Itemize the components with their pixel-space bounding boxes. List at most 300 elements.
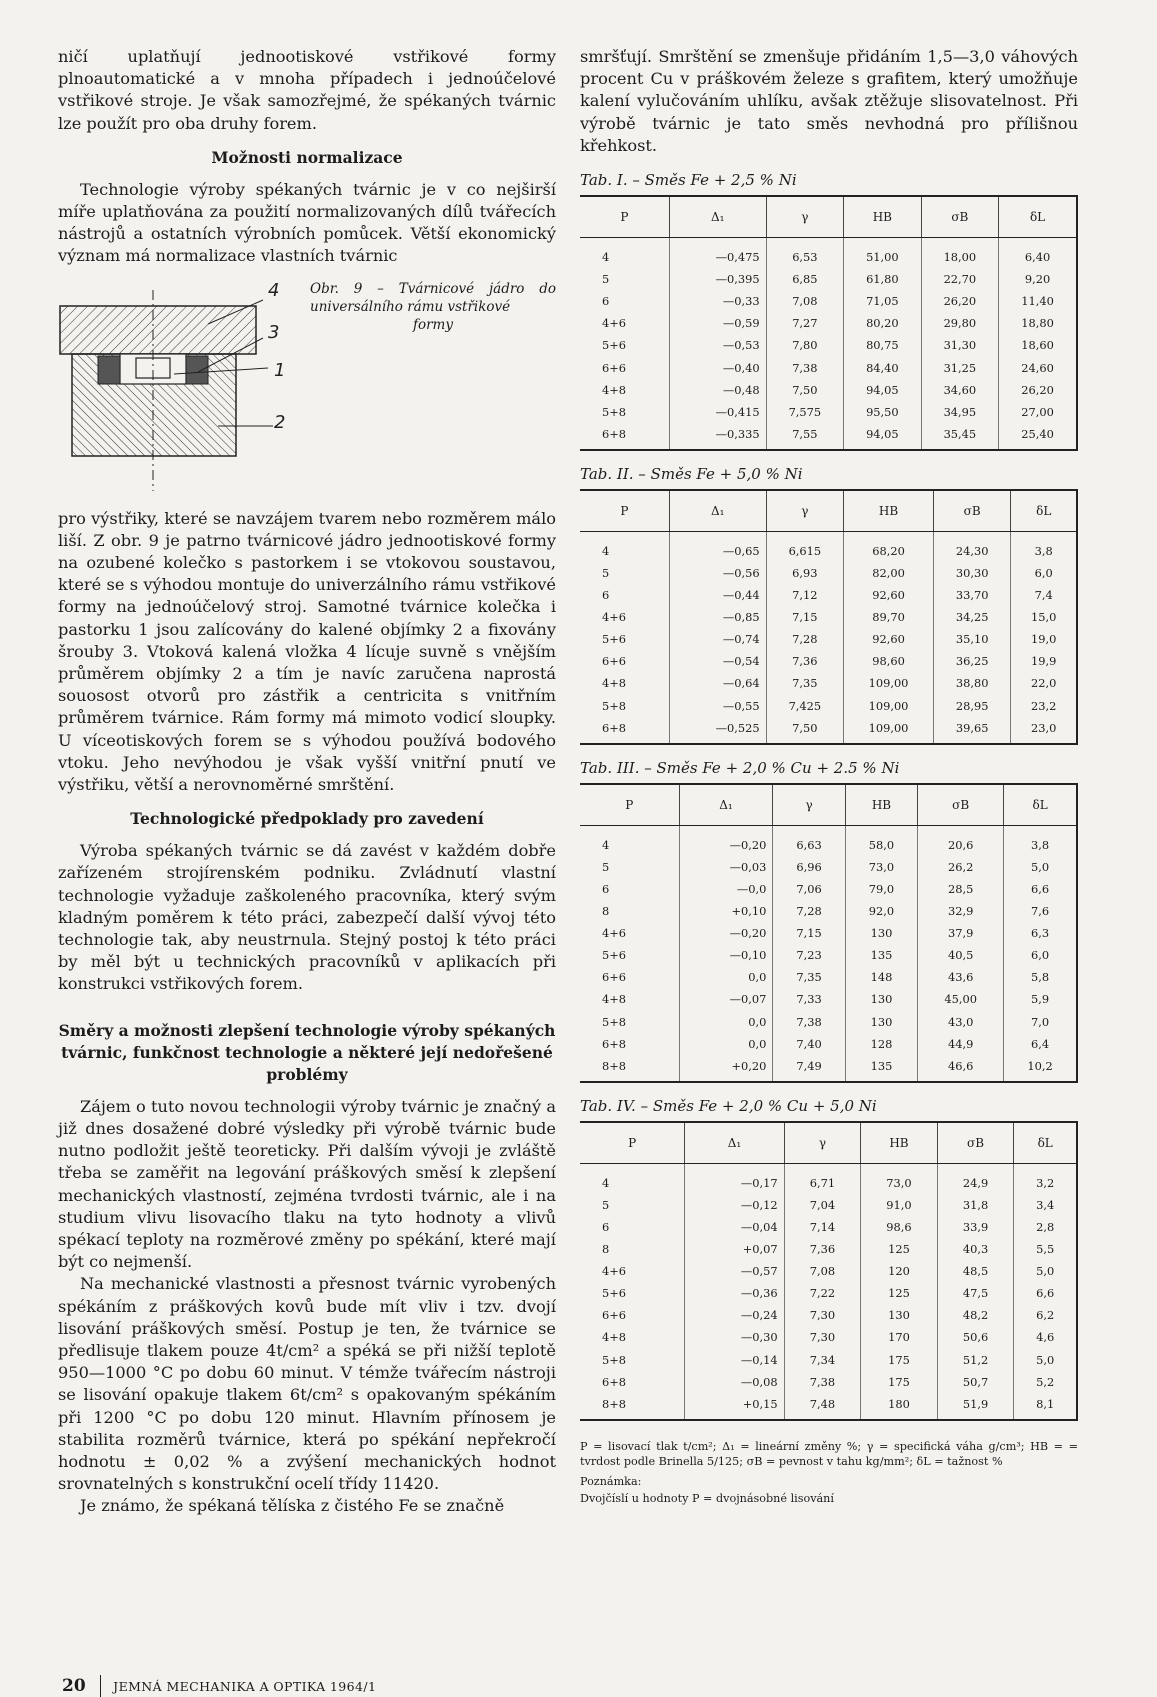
table-cell: 26,2 xyxy=(918,856,1004,878)
figure-caption-last: formy xyxy=(412,316,453,333)
table-cell: 48,2 xyxy=(937,1304,1014,1326)
table-row xyxy=(580,922,1077,944)
table-cell: 18,60 xyxy=(999,334,1077,356)
table-cell: 44,9 xyxy=(918,1033,1004,1055)
table-cell: 8 xyxy=(602,904,610,919)
table-row xyxy=(580,1238,1077,1260)
table-cell: 7,55 xyxy=(766,423,844,450)
table-cell: —0,335 xyxy=(669,423,766,450)
table-cell: 5,9 xyxy=(1004,988,1077,1010)
table-cell: 7,35 xyxy=(766,672,843,694)
table-cell: 24,9 xyxy=(937,1163,1014,1194)
table-cell: 7,35 xyxy=(773,966,845,988)
table-header-cell: δL xyxy=(1004,784,1077,826)
table-cell: +0,15 xyxy=(685,1393,784,1420)
table-cell: 94,05 xyxy=(844,379,922,401)
table-cell: —0,44 xyxy=(669,584,766,606)
table-cell: —0,475 xyxy=(669,238,766,269)
table-cell: 31,8 xyxy=(937,1194,1014,1216)
table-cell: 128 xyxy=(845,1033,917,1055)
table-cell: 7,38 xyxy=(766,356,844,378)
table-cell: 4 xyxy=(602,1175,610,1190)
table-cell: —0,12 xyxy=(685,1194,784,1216)
table-header-cell: σB xyxy=(921,196,999,238)
right-column xyxy=(580,46,1078,1505)
table-cell: 6+6 xyxy=(602,360,627,375)
table-cell: 23,0 xyxy=(1011,717,1077,744)
table-cell: 31,25 xyxy=(921,356,999,378)
table-header-cell: HB xyxy=(861,1122,938,1164)
table-row xyxy=(580,1348,1077,1370)
table-row xyxy=(580,356,1077,378)
table-cell: 6,2 xyxy=(1014,1304,1077,1326)
table-cell: 4+6 xyxy=(602,316,627,331)
table-cell: 22,70 xyxy=(921,268,999,290)
table-cell: 6+8 xyxy=(602,1374,627,1389)
table-cell: —0,24 xyxy=(685,1304,784,1326)
table-cell: 0,0 xyxy=(679,1010,773,1032)
figure-label: 1 xyxy=(274,359,286,381)
table-row xyxy=(580,672,1077,694)
table-row xyxy=(580,290,1077,312)
table-cell: —0,85 xyxy=(669,606,766,628)
table-cell: 4+8 xyxy=(602,382,627,397)
tables-container xyxy=(580,171,1078,1421)
table-cell: 7,28 xyxy=(773,900,845,922)
figure-caption-main: Obr. 9 – Tvárnicové jádro do universálního rámu vstřikové xyxy=(310,280,556,315)
table-cell: 7,4 xyxy=(1011,584,1077,606)
table-header-cell: P xyxy=(580,196,669,238)
table-cell: —0,56 xyxy=(669,562,766,584)
table-cell: 6,71 xyxy=(784,1163,861,1194)
table-cell: 6+6 xyxy=(602,654,627,669)
table-header-cell: HB xyxy=(845,784,917,826)
table-cell: 148 xyxy=(845,966,917,988)
table-cell: 40,3 xyxy=(937,1238,1014,1260)
paragraph: Na mechanické vlastnosti a přesnost tvárnic vyrobených spékáním z práškových kovů bude mít vliv i tzv. dvojí lisování práškových směsí. Postup je ten, že tvárnice se předlisuje tlakem pouze 4t/cm² a spéká se při nižší teplotě 950—1000 °C po dobu 60 minut. V témže tvářecím nástroji se lisování opakuje tlakem 6t/cm² s opakovaným spékáním při 1200 °C po dobu 120 minut. Hlavním přínosem je stabilita rozměrů tvárnice, která po spékání nepřekročí hodnotu ± 0,02 % a zvýšení mechanických hodnot srovnatelných s konstrukční ocelí třídy 11420. xyxy=(58,1274,556,1494)
table-cell: +0,07 xyxy=(685,1238,784,1260)
page-number: 20 xyxy=(62,1676,86,1696)
table-header-cell: σB xyxy=(933,490,1010,532)
table-cell: 109,00 xyxy=(844,672,934,694)
table-cell: 30,30 xyxy=(933,562,1010,584)
table-row xyxy=(580,966,1077,988)
table-legend: P = lisovací tlak t/cm²; Δ₁ = lineární změny %; γ = specifická váha g/cm³; HB = = tvrdost podle Brinella 5/125; σB = pevnost v tahu kg/mm²; δL = tažnost % xyxy=(580,1439,1078,1468)
table-cell: 7,49 xyxy=(773,1055,845,1082)
table-cell: —0,48 xyxy=(669,379,766,401)
table-cell: 0,0 xyxy=(679,1033,773,1055)
table-cell: 3,8 xyxy=(1011,531,1077,562)
table-header-cell: Δ₁ xyxy=(669,490,766,532)
table-cell: 7,36 xyxy=(766,650,843,672)
table-cell: 18,80 xyxy=(999,312,1077,334)
table-row xyxy=(580,1216,1077,1238)
table-cell: 35,45 xyxy=(921,423,999,450)
table-cell: 6 xyxy=(602,1219,610,1234)
table-cell: 25,40 xyxy=(999,423,1077,450)
table-cell: —0,03 xyxy=(679,856,773,878)
table-cell: —0,74 xyxy=(669,628,766,650)
table-cell: 5,0 xyxy=(1004,856,1077,878)
table-cell: —0,20 xyxy=(679,825,773,856)
table-cell: —0,0 xyxy=(679,878,773,900)
table-cell: 7,30 xyxy=(784,1326,861,1348)
table-header-cell: δL xyxy=(1011,490,1077,532)
table-cell: 28,95 xyxy=(933,695,1010,717)
table-cell: 5 xyxy=(602,272,610,287)
table-header-cell: Δ₁ xyxy=(679,784,773,826)
table-cell: 8+8 xyxy=(580,1393,685,1420)
table-cell: —0,40 xyxy=(669,356,766,378)
table-cell: 7,40 xyxy=(773,1033,845,1055)
table-row xyxy=(580,944,1077,966)
table-row xyxy=(580,1304,1077,1326)
section-heading-normalizace: Možnosti normalizace xyxy=(211,147,403,167)
table-cell: —0,33 xyxy=(669,290,766,312)
table-cell: 36,25 xyxy=(933,650,1010,672)
table-cell: 98,60 xyxy=(844,650,934,672)
section-heading-predpoklady: Technologické předpoklady pro zavedení xyxy=(130,809,484,829)
table-cell: 92,60 xyxy=(844,628,934,650)
table-cell: 19,0 xyxy=(1011,628,1077,650)
table-cell: 5+6 xyxy=(602,338,627,353)
table-title: Tab. II. – Směs Fe + 5,0 % Ni xyxy=(580,464,803,483)
table-cell: 29,80 xyxy=(921,312,999,334)
table-cell: 7,23 xyxy=(773,944,845,966)
table-cell: 5,2 xyxy=(1014,1371,1077,1393)
table-row xyxy=(580,379,1077,401)
table-row xyxy=(580,878,1077,900)
table-cell: 130 xyxy=(845,988,917,1010)
table-cell: 5+6 xyxy=(602,632,627,647)
table-cell: 23,2 xyxy=(1011,695,1077,717)
table-cell: 4+8 xyxy=(602,992,627,1007)
table-cell: 6+8 xyxy=(580,423,669,450)
table-title: Tab. I. – Směs Fe + 2,5 % Ni xyxy=(580,171,797,190)
table-cell: 6,0 xyxy=(1011,562,1077,584)
table-cell: 79,0 xyxy=(845,878,917,900)
table-cell: 80,20 xyxy=(844,312,922,334)
table-cell: 8+8 xyxy=(580,1055,679,1082)
table-cell: 92,0 xyxy=(845,900,917,922)
table-cell: 6,63 xyxy=(773,825,845,856)
table-title: Tab. IV. – Směs Fe + 2,0 % Cu + 5,0 Ni xyxy=(580,1096,877,1115)
table-cell: 6+6 xyxy=(602,1308,627,1323)
table-row xyxy=(580,717,1077,744)
table-cell: 7,48 xyxy=(784,1393,861,1420)
table-cell: —0,57 xyxy=(685,1260,784,1282)
table-cell: 7,27 xyxy=(766,312,844,334)
table-row xyxy=(580,531,1077,562)
table-cell: —0,10 xyxy=(679,944,773,966)
table-cell: 5,0 xyxy=(1014,1260,1077,1282)
table-cell: 3,8 xyxy=(1004,825,1077,856)
data-table xyxy=(580,195,1078,451)
table-cell: 109,00 xyxy=(844,717,934,744)
table-cell: 7,15 xyxy=(766,606,843,628)
table-cell: 7,30 xyxy=(784,1304,861,1326)
table-header-cell: HB xyxy=(844,490,934,532)
table-cell: 7,15 xyxy=(773,922,845,944)
table-cell: 6+8 xyxy=(602,1036,627,1051)
table-cell: 7,6 xyxy=(1004,900,1077,922)
table-cell: 3,2 xyxy=(1014,1163,1077,1194)
table-cell: 4+8 xyxy=(602,676,627,691)
table-cell: 5,8 xyxy=(1004,966,1077,988)
table-row xyxy=(580,695,1077,717)
figure-label: 2 xyxy=(274,411,286,433)
table-cell: —0,59 xyxy=(669,312,766,334)
table-header-cell: Δ₁ xyxy=(669,196,766,238)
table-row xyxy=(580,268,1077,290)
figure-caption xyxy=(310,280,556,334)
table-cell: 7,34 xyxy=(784,1348,861,1370)
table-cell: 6 xyxy=(602,588,610,603)
table-cell: 89,70 xyxy=(844,606,934,628)
table-cell: +0,20 xyxy=(679,1055,773,1082)
table-cell: 135 xyxy=(845,944,917,966)
paragraph: Je známo, že spékaná tělíska z čistého Fe se značně xyxy=(80,1496,505,1516)
table-cell: 175 xyxy=(861,1348,938,1370)
note-text: Dvojčíslí u hodnoty P = dvojnásobné lisování xyxy=(580,1491,834,1505)
table-row xyxy=(580,1282,1077,1304)
table-cell: 84,40 xyxy=(844,356,922,378)
table-cell: 9,20 xyxy=(999,268,1077,290)
table-cell: 4,6 xyxy=(1014,1326,1077,1348)
table-title: Tab. III. – Směs Fe + 2,0 % Cu + 2.5 % Ni xyxy=(580,758,900,777)
table-cell: 8 xyxy=(602,1242,610,1257)
table-cell: 7,36 xyxy=(784,1238,861,1260)
table-header-cell: P xyxy=(580,490,669,532)
table-cell: 34,25 xyxy=(933,606,1010,628)
table-cell: 28,5 xyxy=(918,878,1004,900)
table-cell: 125 xyxy=(861,1282,938,1304)
table-cell: 4+6 xyxy=(602,926,627,941)
table-cell: 7,425 xyxy=(766,695,843,717)
table-cell: 6,0 xyxy=(1004,944,1077,966)
table-row xyxy=(580,1393,1077,1420)
table-cell: 6,3 xyxy=(1004,922,1077,944)
table-cell: —0,525 xyxy=(669,717,766,744)
table-cell: 6,40 xyxy=(999,238,1077,269)
table-cell: —0,64 xyxy=(669,672,766,694)
table-cell: 4 xyxy=(602,543,610,558)
table-cell: 61,80 xyxy=(844,268,922,290)
table-cell: 51,9 xyxy=(937,1393,1014,1420)
table-cell: 33,70 xyxy=(933,584,1010,606)
table-row xyxy=(580,628,1077,650)
table-header-cell: γ xyxy=(784,1122,861,1164)
table-cell: 2,8 xyxy=(1014,1216,1077,1238)
table-header-cell: P xyxy=(580,1122,685,1164)
table-cell: 5 xyxy=(602,859,610,874)
table-cell: 6,93 xyxy=(766,562,843,584)
left-column xyxy=(58,46,556,1518)
table-cell: 80,75 xyxy=(844,334,922,356)
section-heading-smery: Směry a možnosti zlepšení technologie výroby spékaných tvárnic, funkčnost technologie a některé její nedořešené problémy xyxy=(58,1020,556,1084)
table-cell: —0,395 xyxy=(669,268,766,290)
table-row xyxy=(580,856,1077,878)
table-cell: —0,14 xyxy=(685,1348,784,1370)
table-cell: 7,06 xyxy=(773,878,845,900)
table-cell: 26,20 xyxy=(999,379,1077,401)
table-cell: 43,6 xyxy=(918,966,1004,988)
table-cell: 18,00 xyxy=(921,238,999,269)
table-cell: 7,38 xyxy=(773,1010,845,1032)
table-cell: 34,60 xyxy=(921,379,999,401)
table-cell: 6,85 xyxy=(766,268,844,290)
table-cell: 6,96 xyxy=(773,856,845,878)
table-cell: 95,50 xyxy=(844,401,922,423)
footer-divider xyxy=(100,1675,102,1697)
table-cell: —0,415 xyxy=(669,401,766,423)
table-cell: 46,6 xyxy=(918,1055,1004,1082)
table-cell: 43,0 xyxy=(918,1010,1004,1032)
table-cell: —0,07 xyxy=(679,988,773,1010)
table-cell: 94,05 xyxy=(844,423,922,450)
figure-label: 3 xyxy=(268,321,280,343)
table-cell: 47,5 xyxy=(937,1282,1014,1304)
table-cell: 4 xyxy=(602,250,610,265)
table-cell: 5 xyxy=(602,1197,610,1212)
data-table xyxy=(580,1121,1078,1421)
figure-9 xyxy=(58,276,556,496)
table-cell: 5,5 xyxy=(1014,1238,1077,1260)
table-cell: 34,95 xyxy=(921,401,999,423)
table-cell: 0,0 xyxy=(679,966,773,988)
table-cell: 130 xyxy=(861,1304,938,1326)
table-row xyxy=(580,1163,1077,1194)
table-cell: 10,2 xyxy=(1004,1055,1077,1082)
table-row xyxy=(580,312,1077,334)
table-cell: 73,0 xyxy=(861,1163,938,1194)
table-cell: 120 xyxy=(861,1260,938,1282)
table-cell: 5,0 xyxy=(1014,1348,1077,1370)
table-cell: 58,0 xyxy=(845,825,917,856)
paragraph: Zájem o tuto novou technologii výroby tvárnic je značný a již dnes dosažené dobré výsledky při výrobě tvárnic bude nutno podložit ještě teoreticky. Při dalším vývoji je zvláště třeba se zaměřit na legování práškových směsí k zlepšení mechanických vlastností, zejména tvrdosti tvárnic, ale i na studium vlivu lisovacího tlaku na tyto hodnoty a vlivů spékací teploty na rozměrové změny po spékání, které mají být co nejmenší. xyxy=(58,1096,556,1272)
table-cell: —0,36 xyxy=(685,1282,784,1304)
table-header-cell: γ xyxy=(773,784,845,826)
figure-label: 4 xyxy=(268,279,280,301)
table-cell: 50,7 xyxy=(937,1371,1014,1393)
table-cell: 91,0 xyxy=(861,1194,938,1216)
table-cell: 7,04 xyxy=(784,1194,861,1216)
table-cell: 7,08 xyxy=(766,290,844,312)
table-cell: —0,17 xyxy=(685,1163,784,1194)
table-header-cell: δL xyxy=(1014,1122,1077,1164)
table-header-cell: γ xyxy=(766,196,844,238)
table-cell: 7,14 xyxy=(784,1216,861,1238)
table-cell: 20,6 xyxy=(918,825,1004,856)
table-cell: 6 xyxy=(602,294,610,309)
table-cell: 7,50 xyxy=(766,379,844,401)
table-cell: 71,05 xyxy=(844,290,922,312)
table-cell: 68,20 xyxy=(844,531,934,562)
data-table xyxy=(580,783,1078,1083)
table-cell: 7,50 xyxy=(766,717,843,744)
table-cell: 5+6 xyxy=(602,1286,627,1301)
table-cell: 4+6 xyxy=(602,610,627,625)
table-cell: —0,20 xyxy=(679,922,773,944)
note-label: Poznámka: xyxy=(580,1474,642,1488)
table-row xyxy=(580,1194,1077,1216)
table-cell: 7,0 xyxy=(1004,1010,1077,1032)
table-cell: 82,00 xyxy=(844,562,934,584)
table-cell: 24,30 xyxy=(933,531,1010,562)
table-cell: 5+8 xyxy=(602,1014,627,1029)
table-cell: 5+8 xyxy=(602,1352,627,1367)
table-cell: 48,5 xyxy=(937,1260,1014,1282)
table-cell: 7,80 xyxy=(766,334,844,356)
table-cell: —0,53 xyxy=(669,334,766,356)
table-cell: 175 xyxy=(861,1371,938,1393)
table-row xyxy=(580,584,1077,606)
table-cell: 19,9 xyxy=(1011,650,1077,672)
table-cell: 5 xyxy=(602,566,610,580)
table-cell: 7,28 xyxy=(766,628,843,650)
table-cell: 7,575 xyxy=(766,401,844,423)
table-header-cell: P xyxy=(580,784,679,826)
table-header-cell: Δ₁ xyxy=(685,1122,784,1164)
paragraph: smršťují. Smrštění se zmenšuje přidáním 1,5—3,0 váhových procent Cu v práškovém železe s grafitem, který umožňuje kalení vylučováním uhlíku, avšak ztěžuje slisovatelnost. Při výrobě tvárnic je tato směs nevhodná pro přílišnou křehkost. xyxy=(580,47,1078,155)
table-cell: 45,00 xyxy=(918,988,1004,1010)
table-cell: 73,0 xyxy=(845,856,917,878)
table-cell: 38,80 xyxy=(933,672,1010,694)
table-cell: 40,5 xyxy=(918,944,1004,966)
table-cell: 24,60 xyxy=(999,356,1077,378)
paragraph: Technologie výroby spékaných tvárnic je v co nejširší míře uplatňována za použití normalizovaných dílů tvářecích nástrojů a ostatních výrobních pomůcek. Větší ekonomický význam má normalizace vlastních tvárnic xyxy=(58,179,556,266)
table-header-cell: σB xyxy=(918,784,1004,826)
table-row xyxy=(580,900,1077,922)
table-cell: 51,00 xyxy=(844,238,922,269)
table-cell: 8,1 xyxy=(1014,1393,1077,1420)
table-cell: 3,4 xyxy=(1014,1194,1077,1216)
table-cell: 130 xyxy=(845,1010,917,1032)
table-cell: 5+8 xyxy=(602,404,627,419)
table-row xyxy=(580,606,1077,628)
table-header-cell: HB xyxy=(844,196,922,238)
table-cell: 170 xyxy=(861,1326,938,1348)
table-cell: —0,04 xyxy=(685,1216,784,1238)
table-cell: 92,60 xyxy=(844,584,934,606)
table-cell: 6,615 xyxy=(766,531,843,562)
table-row xyxy=(580,1326,1077,1348)
table-row xyxy=(580,1055,1077,1082)
mold-core-drawing xyxy=(58,276,308,496)
table-cell: 51,2 xyxy=(937,1348,1014,1370)
table-cell: —0,54 xyxy=(669,650,766,672)
table-cell: 27,00 xyxy=(999,401,1077,423)
table-cell: 180 xyxy=(861,1393,938,1420)
table-cell: 11,40 xyxy=(999,290,1077,312)
table-row xyxy=(580,562,1077,584)
table-cell: 4+6 xyxy=(602,1264,627,1279)
table-cell: 6,4 xyxy=(1004,1033,1077,1055)
table-header-cell: γ xyxy=(766,490,843,532)
table-cell: 109,00 xyxy=(844,695,934,717)
table-cell: 7,33 xyxy=(773,988,845,1010)
table-cell: —0,55 xyxy=(669,695,766,717)
table-cell: 5+6 xyxy=(602,948,627,963)
table-row xyxy=(580,825,1077,856)
table-cell: 50,6 xyxy=(937,1326,1014,1348)
table-cell: 6,53 xyxy=(766,238,844,269)
table-cell: 39,65 xyxy=(933,717,1010,744)
table-cell: 125 xyxy=(861,1238,938,1260)
table-cell: 6,6 xyxy=(1014,1282,1077,1304)
table-row xyxy=(580,650,1077,672)
table-cell: 7,12 xyxy=(766,584,843,606)
